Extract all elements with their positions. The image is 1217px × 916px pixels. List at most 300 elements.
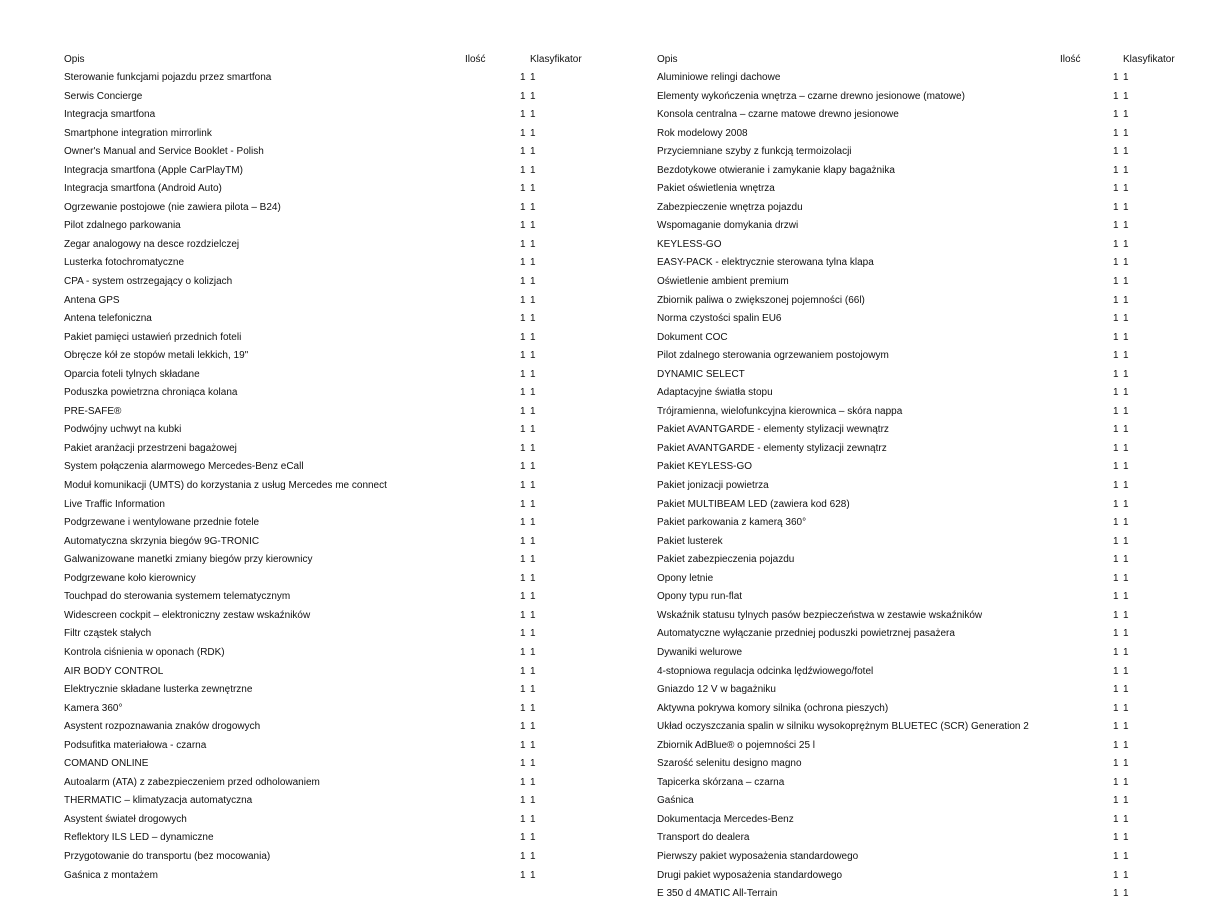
item-description: Trójramienna, wielofunkcyjna kierownica – skóra nappa: [657, 405, 903, 417]
item-classifier: 1: [530, 628, 536, 640]
table-row: [657, 551, 1197, 570]
item-description: Pilot zdalnego sterowania ogrzewaniem postojowym: [657, 350, 889, 362]
item-quantity: 1: [520, 442, 526, 454]
table-row: [657, 458, 1197, 477]
item-description: Przyciemniane szyby z funkcją termoizolacji: [657, 146, 852, 158]
table-row: [64, 403, 604, 422]
item-classifier: 1: [1123, 869, 1129, 881]
item-quantity: 1: [1113, 294, 1119, 306]
item-quantity: 1: [1113, 201, 1119, 213]
item-classifier: 1: [1123, 368, 1129, 380]
table-row: [64, 254, 604, 273]
item-classifier: 1: [1123, 461, 1129, 473]
item-classifier: 1: [530, 795, 536, 807]
item-description: Przygotowanie do transportu (bez mocowania): [64, 850, 271, 862]
item-description: E 350 d 4MATIC All-Terrain: [657, 888, 778, 900]
item-description: Galwanizowane manetki zmiany biegów przy kierownicy: [64, 554, 313, 566]
table-row: [64, 718, 604, 737]
table-row: [657, 254, 1197, 273]
item-classifier: 1: [1123, 628, 1129, 640]
item-quantity: 1: [1113, 387, 1119, 399]
table-row: [657, 644, 1197, 663]
item-description: Asystent świateł drogowych: [64, 813, 187, 825]
equipment-column-right: [657, 51, 1197, 911]
item-classifier: 1: [530, 313, 536, 325]
item-description: DYNAMIC SELECT: [657, 368, 745, 380]
table-row: [64, 774, 604, 793]
item-classifier: 1: [530, 72, 536, 83]
table-row: [657, 718, 1197, 737]
item-quantity: 1: [1113, 109, 1119, 121]
item-classifier: 1: [530, 146, 536, 158]
item-classifier: 1: [1123, 535, 1129, 547]
item-description: Norma czystości spalin EU6: [657, 313, 782, 325]
item-classifier: 1: [530, 257, 536, 269]
item-description: Gaśnica z montażem: [64, 869, 158, 881]
item-classifier: 1: [530, 405, 536, 417]
item-classifier: 1: [1123, 313, 1129, 325]
item-classifier: 1: [530, 164, 536, 176]
item-description: Zabezpieczenie wnętrza pojazdu: [657, 201, 803, 213]
item-quantity: 1: [520, 832, 526, 844]
item-quantity: 1: [1113, 368, 1119, 380]
item-classifier: 1: [530, 480, 536, 492]
item-quantity: 1: [520, 350, 526, 362]
header-opis: Opis: [657, 54, 678, 65]
header-klasyfikator: Klasyfikator: [530, 54, 582, 65]
item-quantity: 1: [520, 758, 526, 770]
table-row: [657, 700, 1197, 719]
table-row: [64, 755, 604, 774]
item-classifier: 1: [1123, 480, 1129, 492]
item-description: Antena GPS: [64, 294, 120, 306]
item-classifier: 1: [1123, 164, 1129, 176]
item-quantity: 1: [520, 480, 526, 492]
item-quantity: 1: [1113, 146, 1119, 158]
item-classifier: 1: [530, 813, 536, 825]
table-row: [64, 848, 604, 867]
table-row: [657, 663, 1197, 682]
item-classifier: 1: [1123, 238, 1129, 250]
table-row: [657, 199, 1197, 218]
table-row: [657, 69, 1197, 88]
item-description: Autoalarm (ATA) z zabezpieczeniem przed odholowaniem: [64, 776, 320, 788]
item-description: Rok modelowy 2008: [657, 127, 748, 139]
item-quantity: 1: [520, 869, 526, 881]
item-description: Elementy wykończenia wnętrza – czarne drewno jesionowe (matowe): [657, 90, 965, 102]
table-row: [657, 774, 1197, 793]
item-description: Podwójny uchwyt na kubki: [64, 424, 182, 436]
item-quantity: 1: [1113, 461, 1119, 473]
item-quantity: 1: [1113, 127, 1119, 139]
table-row: [657, 217, 1197, 236]
table-row: [657, 366, 1197, 385]
item-quantity: 1: [520, 665, 526, 677]
item-description: 4-stopniowa regulacja odcinka lędźwiowego/fotel: [657, 665, 874, 677]
item-description: PRE-SAFE®: [64, 405, 122, 417]
item-classifier: 1: [1123, 684, 1129, 696]
item-description: Aluminiowe relingi dachowe: [657, 72, 781, 83]
item-classifier: 1: [530, 424, 536, 436]
item-description: Wskaźnik statusu tylnych pasów bezpieczeństwa w zestawie wskaźników: [657, 609, 983, 621]
item-description: Antena telefoniczna: [64, 313, 152, 325]
item-classifier: 1: [530, 90, 536, 102]
table-row: [64, 440, 604, 459]
item-classifier: 1: [1123, 776, 1129, 788]
item-quantity: 1: [520, 609, 526, 621]
item-classifier: 1: [1123, 146, 1129, 158]
item-quantity: 1: [1113, 405, 1119, 417]
item-description: Drugi pakiet wyposażenia standardowego: [657, 869, 843, 881]
table-row: [657, 329, 1197, 348]
item-quantity: 1: [520, 294, 526, 306]
item-description: Adaptacyjne światła stopu: [657, 387, 773, 399]
item-description: Filtr cząstek stałych: [64, 628, 152, 640]
item-classifier: 1: [1123, 832, 1129, 844]
header-opis: Opis: [64, 54, 85, 65]
column-header-row: [657, 51, 1197, 69]
table-row: [64, 588, 604, 607]
table-row: [657, 885, 1197, 904]
item-description: Sterowanie funkcjami pojazdu przez smartfona: [64, 72, 272, 83]
table-row: [64, 329, 604, 348]
item-quantity: 1: [520, 238, 526, 250]
item-description: AIR BODY CONTROL: [64, 665, 164, 677]
item-classifier: 1: [1123, 609, 1129, 621]
item-classifier: 1: [530, 461, 536, 473]
table-row: [657, 477, 1197, 496]
item-description: Dokumentacja Mercedes-Benz: [657, 813, 794, 825]
item-quantity: 1: [520, 628, 526, 640]
item-description: Asystent rozpoznawania znaków drogowych: [64, 721, 261, 733]
item-description: Integracja smartfona (Android Auto): [64, 183, 222, 195]
item-classifier: 1: [530, 276, 536, 288]
item-classifier: 1: [530, 850, 536, 862]
table-row: [657, 162, 1197, 181]
item-classifier: 1: [530, 127, 536, 139]
table-row: [64, 681, 604, 700]
item-classifier: 1: [1123, 795, 1129, 807]
item-classifier: 1: [1123, 201, 1129, 213]
item-description: Kontrola ciśnienia w oponach (RDK): [64, 646, 225, 658]
item-classifier: 1: [1123, 442, 1129, 454]
table-row: [657, 347, 1197, 366]
item-classifier: 1: [1123, 257, 1129, 269]
item-quantity: 1: [520, 461, 526, 473]
item-quantity: 1: [1113, 665, 1119, 677]
item-quantity: 1: [520, 795, 526, 807]
item-classifier: 1: [530, 220, 536, 232]
table-row: [657, 607, 1197, 626]
column-header-row: [64, 51, 604, 69]
item-quantity: 1: [1113, 220, 1119, 232]
item-classifier: 1: [530, 572, 536, 584]
item-description: Szarość selenitu designo magno: [657, 758, 802, 770]
item-classifier: 1: [1123, 646, 1129, 658]
item-quantity: 1: [1113, 424, 1119, 436]
item-quantity: 1: [520, 127, 526, 139]
item-classifier: 1: [1123, 813, 1129, 825]
table-row: [64, 180, 604, 199]
item-description: Podgrzewane koło kierownicy: [64, 572, 196, 584]
item-quantity: 1: [1113, 535, 1119, 547]
item-classifier: 1: [530, 758, 536, 770]
item-classifier: 1: [530, 554, 536, 566]
item-quantity: 1: [520, 702, 526, 714]
item-classifier: 1: [530, 331, 536, 343]
item-quantity: 1: [520, 90, 526, 102]
item-description: Wspomaganie domykania drzwi: [657, 220, 799, 232]
table-row: [64, 162, 604, 181]
item-description: Pilot zdalnego parkowania: [64, 220, 181, 232]
item-quantity: 1: [1113, 164, 1119, 176]
table-row: [64, 347, 604, 366]
item-description: Pakiet AVANTGARDE - elementy stylizacji zewnątrz: [657, 442, 887, 454]
item-classifier: 1: [530, 294, 536, 306]
item-classifier: 1: [530, 498, 536, 510]
table-row: [64, 106, 604, 125]
item-quantity: 1: [1113, 276, 1119, 288]
item-quantity: 1: [1113, 554, 1119, 566]
item-classifier: 1: [530, 368, 536, 380]
item-description: Gaśnica: [657, 795, 694, 807]
item-quantity: 1: [520, 424, 526, 436]
table-row: [657, 143, 1197, 162]
item-description: Zbiornik AdBlue® o pojemności 25 l: [657, 739, 816, 751]
item-classifier: 1: [1123, 294, 1129, 306]
item-classifier: 1: [1123, 90, 1129, 102]
item-quantity: 1: [1113, 813, 1119, 825]
item-quantity: 1: [1113, 702, 1119, 714]
item-quantity: 1: [520, 684, 526, 696]
item-classifier: 1: [1123, 405, 1129, 417]
item-description: Zbiornik paliwa o zwiększonej pojemności (66l): [657, 294, 865, 306]
item-quantity: 1: [1113, 517, 1119, 529]
header-ilosc: Ilość: [465, 54, 486, 65]
item-description: Live Traffic Information: [64, 498, 165, 510]
table-row: [657, 273, 1197, 292]
item-classifier: 1: [1123, 72, 1129, 83]
item-classifier: 1: [1123, 702, 1129, 714]
table-row: [657, 106, 1197, 125]
table-row: [657, 403, 1197, 422]
table-row: [657, 625, 1197, 644]
table-row: [64, 737, 604, 756]
item-description: Integracja smartfona: [64, 109, 156, 121]
table-row: [64, 125, 604, 144]
item-classifier: 1: [530, 350, 536, 362]
table-row: [64, 199, 604, 218]
item-quantity: 1: [520, 405, 526, 417]
table-row: [657, 236, 1197, 255]
item-quantity: 1: [520, 572, 526, 584]
table-row: [657, 384, 1197, 403]
item-description: Elektrycznie składane lusterka zewnętrzne: [64, 684, 253, 696]
item-classifier: 1: [530, 721, 536, 733]
table-row: [64, 570, 604, 589]
item-quantity: 1: [520, 276, 526, 288]
table-row: [657, 588, 1197, 607]
table-row: [64, 644, 604, 663]
item-classifier: 1: [1123, 554, 1129, 566]
item-classifier: 1: [530, 535, 536, 547]
table-row: [64, 477, 604, 496]
table-row: [657, 421, 1197, 440]
item-quantity: 1: [1113, 628, 1119, 640]
item-classifier: 1: [1123, 721, 1129, 733]
item-classifier: 1: [530, 238, 536, 250]
item-quantity: 1: [1113, 888, 1119, 900]
table-row: [64, 366, 604, 385]
item-description: Oświetlenie ambient premium: [657, 276, 789, 288]
item-quantity: 1: [1113, 776, 1119, 788]
table-row: [657, 514, 1197, 533]
table-row: [64, 514, 604, 533]
item-classifier: 1: [1123, 572, 1129, 584]
item-quantity: 1: [520, 517, 526, 529]
item-description: Pakiet aranżacji przestrzeni bagażowej: [64, 442, 237, 454]
item-description: Pierwszy pakiet wyposażenia standardowego: [657, 850, 859, 862]
item-quantity: 1: [520, 201, 526, 213]
item-classifier: 1: [1123, 127, 1129, 139]
table-row: [64, 292, 604, 311]
equipment-list-right: [657, 69, 1197, 904]
item-classifier: 1: [1123, 183, 1129, 195]
item-description: Poduszka powietrzna chroniąca kolana: [64, 387, 238, 399]
item-classifier: 1: [530, 609, 536, 621]
item-quantity: 1: [520, 591, 526, 603]
item-quantity: 1: [1113, 498, 1119, 510]
table-row: [657, 570, 1197, 589]
item-description: Moduł komunikacji (UMTS) do korzystania z usług Mercedes me connect: [64, 480, 387, 492]
table-row: [64, 421, 604, 440]
item-quantity: 1: [1113, 183, 1119, 195]
item-quantity: 1: [520, 164, 526, 176]
item-classifier: 1: [1123, 350, 1129, 362]
table-row: [64, 310, 604, 329]
item-quantity: 1: [1113, 572, 1119, 584]
item-quantity: 1: [520, 554, 526, 566]
item-classifier: 1: [530, 591, 536, 603]
item-quantity: 1: [520, 331, 526, 343]
table-row: [64, 273, 604, 292]
item-quantity: 1: [1113, 758, 1119, 770]
item-description: Podsufitka materiałowa - czarna: [64, 739, 207, 751]
item-description: Transport do dealera: [657, 832, 750, 844]
item-classifier: 1: [530, 739, 536, 751]
item-classifier: 1: [530, 869, 536, 881]
item-classifier: 1: [530, 646, 536, 658]
table-row: [657, 310, 1197, 329]
item-quantity: 1: [520, 535, 526, 547]
item-classifier: 1: [530, 183, 536, 195]
item-quantity: 1: [1113, 591, 1119, 603]
item-quantity: 1: [1113, 350, 1119, 362]
item-description: Smartphone integration mirrorlink: [64, 127, 212, 139]
item-description: Tapicerka skórzana – czarna: [657, 776, 785, 788]
item-quantity: 1: [1113, 609, 1119, 621]
item-description: Serwis Concierge: [64, 90, 143, 102]
item-description: Pakiet MULTIBEAM LED (zawiera kod 628): [657, 498, 850, 510]
table-row: [64, 867, 604, 886]
item-description: Pakiet KEYLESS-GO: [657, 461, 753, 473]
item-description: Zegar analogowy na desce rozdzielczej: [64, 238, 240, 250]
item-quantity: 1: [1113, 869, 1119, 881]
item-quantity: 1: [1113, 795, 1119, 807]
item-classifier: 1: [1123, 517, 1129, 529]
table-row: [64, 496, 604, 515]
table-row: [657, 292, 1197, 311]
item-quantity: 1: [1113, 739, 1119, 751]
item-classifier: 1: [1123, 109, 1129, 121]
item-classifier: 1: [530, 109, 536, 121]
item-description: Pakiet pamięci ustawień przednich foteli: [64, 331, 242, 343]
item-quantity: 1: [520, 387, 526, 399]
item-quantity: 1: [1113, 72, 1119, 83]
table-row: [64, 811, 604, 830]
table-row: [64, 663, 604, 682]
item-description: Pakiet zabezpieczenia pojazdu: [657, 554, 795, 566]
equipment-column-left: [64, 51, 604, 911]
item-description: Automatyczne wyłączanie przedniej poduszki powietrznej pasażera: [657, 628, 955, 640]
table-row: [64, 88, 604, 107]
item-description: Touchpad do sterowania systemem telematycznym: [64, 591, 291, 603]
table-row: [657, 180, 1197, 199]
item-description: Konsola centralna – czarne matowe drewno jesionowe: [657, 109, 899, 121]
item-classifier: 1: [530, 776, 536, 788]
table-row: [64, 69, 604, 88]
item-classifier: 1: [530, 387, 536, 399]
item-description: Automatyczna skrzynia biegów 9G-TRONIC: [64, 535, 260, 547]
item-quantity: 1: [1113, 684, 1119, 696]
item-quantity: 1: [520, 220, 526, 232]
table-row: [657, 496, 1197, 515]
item-quantity: 1: [520, 739, 526, 751]
table-row: [657, 811, 1197, 830]
item-classifier: 1: [1123, 387, 1129, 399]
item-description: Reflektory ILS LED – dynamiczne: [64, 832, 214, 844]
item-quantity: 1: [520, 313, 526, 325]
item-classifier: 1: [1123, 591, 1129, 603]
item-quantity: 1: [520, 368, 526, 380]
table-row: [657, 88, 1197, 107]
item-classifier: 1: [530, 702, 536, 714]
item-description: KEYLESS-GO: [657, 238, 722, 250]
item-quantity: 1: [1113, 850, 1119, 862]
table-row: [64, 551, 604, 570]
item-classifier: 1: [1123, 888, 1129, 900]
item-classifier: 1: [530, 517, 536, 529]
table-row: [64, 607, 604, 626]
table-row: [657, 848, 1197, 867]
item-classifier: 1: [1123, 276, 1129, 288]
item-description: CPA - system ostrzegający o kolizjach: [64, 276, 233, 288]
table-row: [64, 533, 604, 552]
table-row: [64, 384, 604, 403]
item-classifier: 1: [1123, 498, 1129, 510]
item-classifier: 1: [530, 832, 536, 844]
item-classifier: 1: [1123, 739, 1129, 751]
item-quantity: 1: [1113, 257, 1119, 269]
item-classifier: 1: [530, 684, 536, 696]
item-quantity: 1: [520, 183, 526, 195]
table-row: [657, 440, 1197, 459]
item-quantity: 1: [1113, 90, 1119, 102]
table-row: [657, 755, 1197, 774]
item-quantity: 1: [520, 776, 526, 788]
table-row: [64, 217, 604, 236]
item-description: Pakiet parkowania z kamerą 360°: [657, 517, 807, 529]
